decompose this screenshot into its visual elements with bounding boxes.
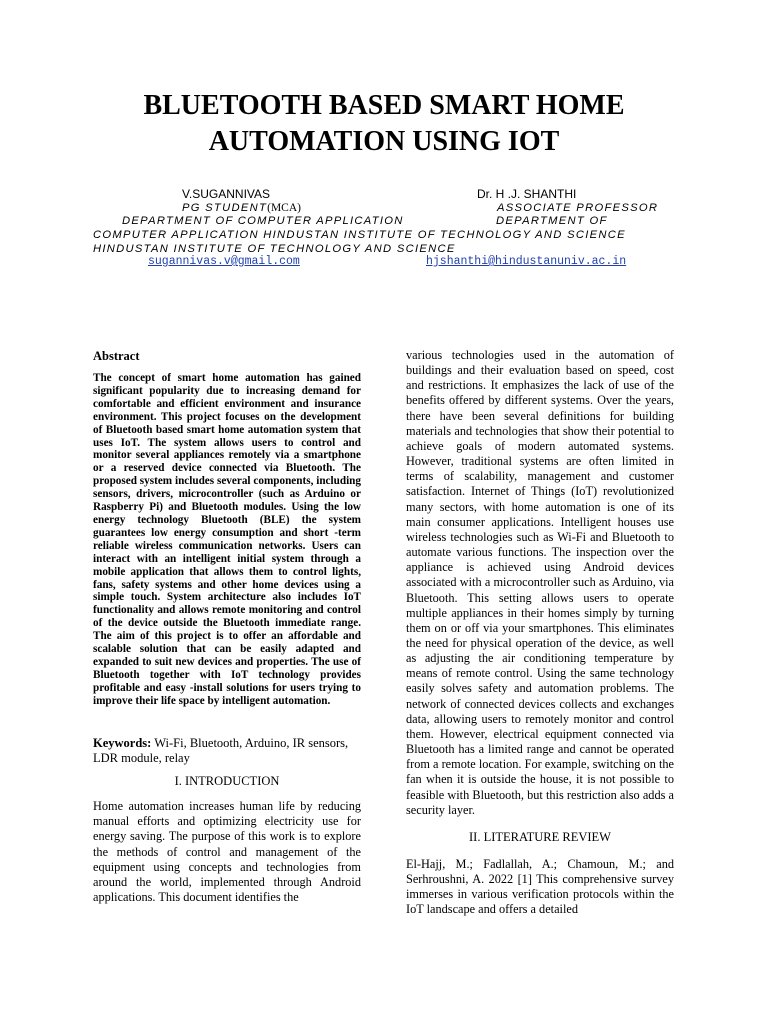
introduction-paragraph-1: Home automation increases human life by reducing manual efforts and optimizing electricity use for energy saving. The purpose of this work is to explore the methods of control and management of the equipment using concepts and technologies from around the world, implemented through Android applications. This document identifies the <box>93 798 361 905</box>
author-1-name: V.SUGANNIVAS <box>182 187 271 201</box>
left-column <box>93 348 361 905</box>
paper-title-line-1: BLUETOOTH BASED SMART HOME <box>143 90 625 121</box>
keywords-text: Wi-Fi, Bluetooth, Arduino, IR sensors, LDR module, relay <box>93 735 349 765</box>
introduction-paragraph-2: various technologies used in the automation of buildings and their evaluation based on speed, cost and restrictions. It emphasizes the lack of use of the benefits offered by different systems. Over the years, there have been several definitions for building materials and technologies that show their potential to achieve goals of modern automated systems. However, traditional systems are often limited in terms of scalability, management and customer satisfaction. Internet of Things (IoT) revolutionized many sectors, with home automation is one of its main consumer applications. Intelligent houses use wireless technologies such as Wi-Fi and Bluetooth to automate various functions. The inspection over the appliance is achieved using Android devices associated with a microcontroller such as Arduino, via Bluetooth. This setting allows users to operate multiple appliances in their homes simply by turning them on or off via your smartphones. This eliminates the need for physical operation of the device, as well as adjusting the air conditioning temperature by means of remote control. Using the same technology easily solves safety and automation problems. The network of connected devices collects and exchanges data, allowing users to remotely monitor and control them. However, electrical equipment connected via Bluetooth has a limited range and cannot be operated from a remote location. For example, switching on the fan when it is outside the house, it is not possible to feasible with Bluetooth, but this restriction also adds a security layer. <box>406 348 674 817</box>
paper-title <box>60 88 708 160</box>
right-column <box>406 348 674 917</box>
author-2-email-link[interactable]: hjshanthi@hindustanuniv.ac.in <box>426 255 627 268</box>
abstract-heading: Abstract <box>93 349 140 363</box>
keywords <box>93 736 361 766</box>
affiliation-line-2: COMPUTER APPLICATION HINDUSTAN INSTITUTE OF TECHNOLOGY AND SCIENCE <box>93 229 626 241</box>
affiliation-line-1-left: DEPARTMENT OF COMPUTER APPLICATION <box>122 215 404 227</box>
author-1-email-link[interactable]: sugannivas.v@gmail.com <box>148 255 300 268</box>
literature-review-paragraph-1: El-Hajj, M.; Fadlallah, A.; Chamoun, M.; and Serhroushni, A. 2022 [1] This comprehensive survey immerses in various verification protocols within the IoT landscape and offers a detailed <box>406 856 674 917</box>
affiliation-line-1-right: DEPARTMENT OF <box>496 215 608 227</box>
affiliation-line-3: HINDUSTAN INSTITUTE OF TECHNOLOGY AND SCIENCE <box>93 243 456 255</box>
introduction-heading: I. INTRODUCTION <box>174 773 280 788</box>
literature-review-heading: II. LITERATURE REVIEW <box>469 829 611 844</box>
keywords-label: Keywords: <box>93 735 152 750</box>
author-2-role: ASSOCIATE PROFESSOR <box>497 202 659 214</box>
author-1-role-suffix: (MCA) <box>267 202 301 214</box>
abstract-body: The concept of smart home automation has gained significant popularity due to increasing demand for comfortable and efficient environment and insurance environment. This project focuses on the development of Bluetooth based smart home automation system that uses IoT. The system allows users to control and monitor several appliances remotely via a smartphone or a reserved device connected via Bluetooth. The proposed system includes several components, including sensors, drivers, microcontroller (such as Arduino or Raspberry Pi) and Bluetooth modules. Using the low energy technology Bluetooth (BLE) the system guarantees low energy consumption and short -term reliable wireless communication networks. Users can interact with an intelligent initial system through a mobile application that allows them to control lights, fans, safety systems and other home devices using a simple touch. System architecture also includes IoT functionality and allows remote monitoring and control of the device outside the Bluetooth immediate range. The aim of this project is to offer an affordable and scalable solution that can be easily adapted and expanded to suit new devices and properties. The use of Bluetooth together with IoT technology provides profitable and easy -install solutions for users trying to improve their life space by intelligent automation. <box>93 372 361 707</box>
author-2-name: Dr. H .J. SHANTHI <box>477 187 577 201</box>
author-1-role-prefix: PG STUDENT <box>182 202 268 214</box>
author-1-role <box>182 201 301 215</box>
paper-title-line-2: AUTOMATION USING IOT <box>208 126 560 157</box>
